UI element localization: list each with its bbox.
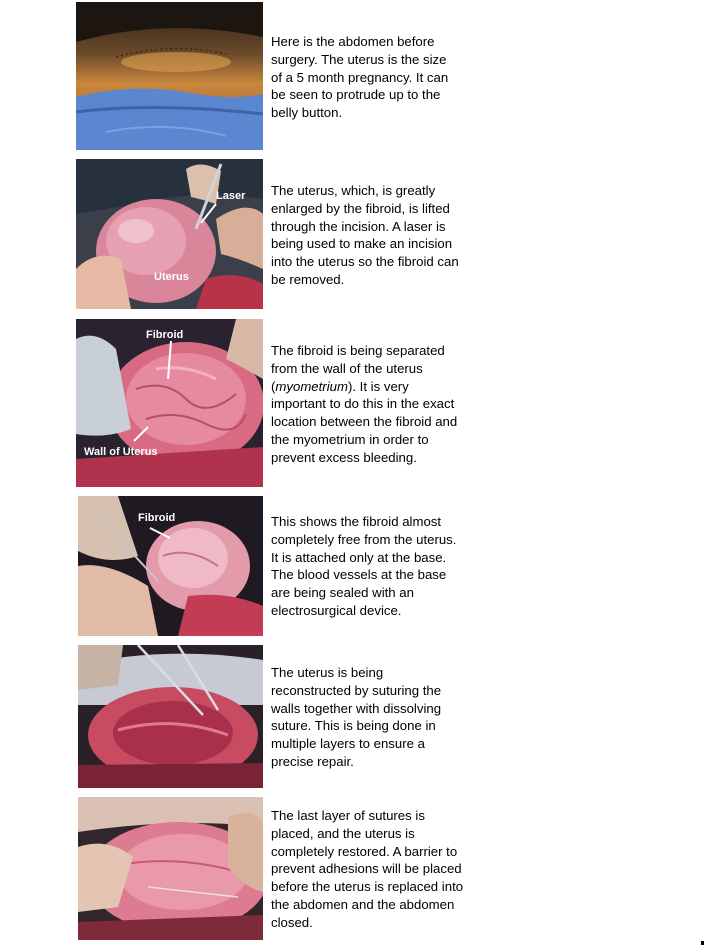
label-fibroid: Fibroid: [146, 329, 184, 341]
step-6-caption: The last layer of sutures is placed, and the uterus is completely restored. A barrier to prevent adhesions will be placed before the uterus is replaced into the abdomen and the abdomen closed.: [271, 808, 464, 930]
step-3-caption: The fibroid is being separated from the wall of the uterus (myometrium). It is very important to do this in the exact location between the fibroid and the myometrium in order to prevent excess bleeding.: [271, 343, 458, 465]
label-wall-of-uterus: Wall of Uterus: [84, 446, 158, 458]
step-2-caption: The uterus, which, is greatly enlarged by the fibroid, is lifted through the incision. A laser is being used to make an incision into the uterus so the fibroid can be removed.: [271, 183, 459, 287]
photo-fibroid-separation: [76, 319, 263, 487]
photo-fibroid-nearly-free: [78, 496, 263, 636]
label-laser: Laser: [216, 190, 246, 202]
label-fibroid-2: Fibroid: [138, 512, 176, 524]
step-1-caption: Here is the abdomen before surgery. The uterus is the size of a 5 month pregnancy. It can be seen to protrude up to the belly button.: [271, 34, 449, 121]
photo-abdomen-before-surgery: [76, 2, 263, 150]
photo-uterus-restored: [78, 797, 263, 940]
photo-uterus-laser-incision: [76, 159, 263, 309]
label-uterus: Uterus: [154, 271, 189, 283]
step-4-caption: This shows the fibroid almost completely free from the uterus. It is attached only at the base. The blood vessels at the base are being sealed with an electrosurgical device.: [271, 514, 457, 618]
photo-uterus-suturing: [78, 645, 263, 788]
step-5-caption: The uterus is being reconstructed by suturing the walls together with dissolving suture. This is being done in multiple layers to ensure a precise repair.: [271, 665, 442, 769]
